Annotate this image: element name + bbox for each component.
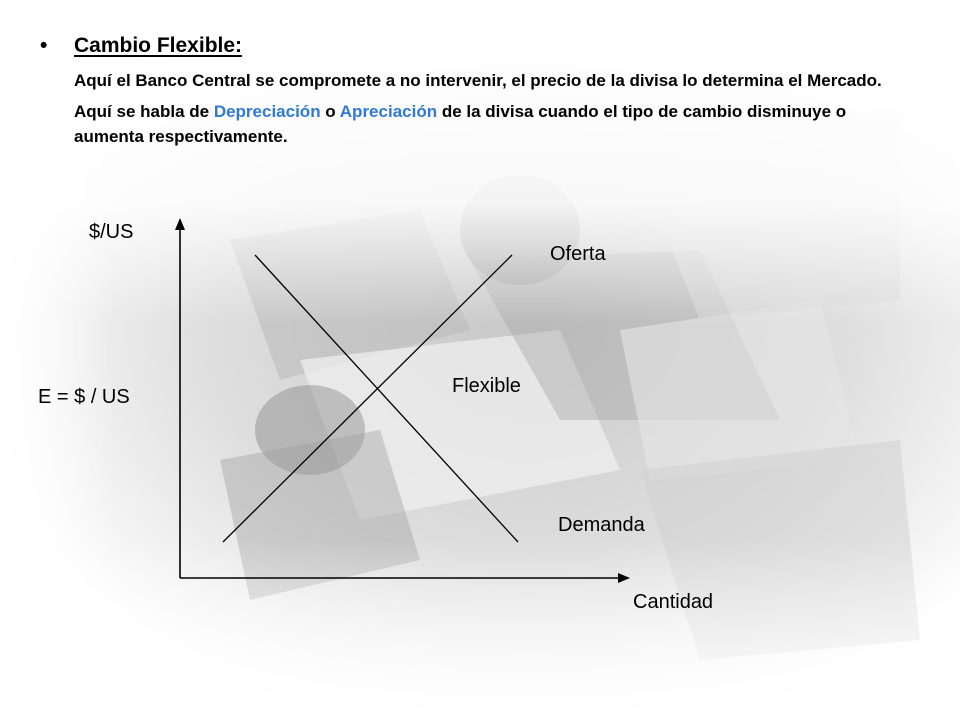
depreciation-term: Depreciación: [213, 102, 321, 121]
y-axis-arrow-icon: [175, 218, 185, 230]
demand-curve: [255, 255, 518, 542]
y-axis-label: $/US: [89, 221, 134, 243]
paragraph-text-1: Aquí se habla de: [74, 102, 214, 121]
appreciation-term: Apreciación: [339, 102, 438, 121]
bullet-icon: •: [40, 34, 48, 57]
supply-curve: [223, 255, 512, 542]
x-axis-label: Cantidad: [633, 591, 714, 613]
supply-label: Oferta: [550, 243, 606, 265]
paragraph-text-3: de la divisa cuando el tipo de cambio disminuye o aumenta respectivamente.: [74, 102, 847, 146]
slide-title: Cambio Flexible:: [74, 34, 243, 57]
paragraph-text-2: o: [320, 102, 340, 121]
exchange-rate-label: E = $ / US: [38, 386, 130, 408]
demand-label: Demanda: [558, 514, 645, 536]
equilibrium-label: Flexible: [452, 375, 521, 397]
x-axis-arrow-icon: [618, 573, 630, 583]
paragraph-central-bank: Aquí el Banco Central se compromete a no intervenir, el precio de la divisa lo determina el Mercado.: [74, 71, 882, 90]
